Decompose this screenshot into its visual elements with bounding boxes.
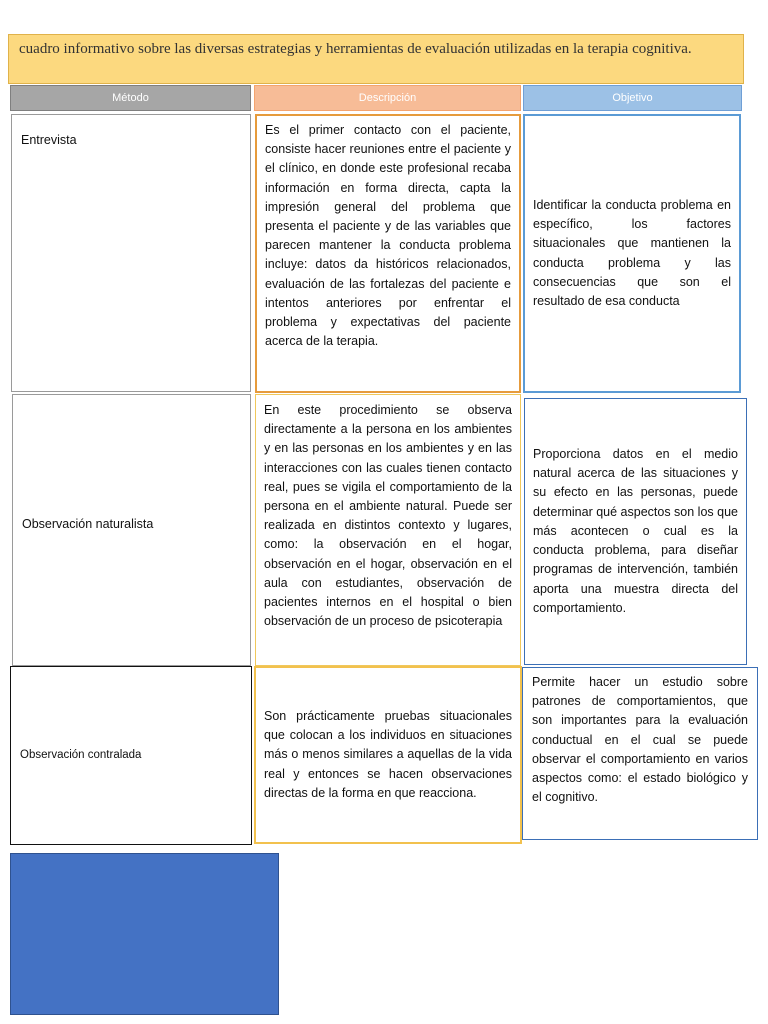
row-1-metodo-cell xyxy=(11,114,251,392)
row-2-descripcion-cell xyxy=(255,394,521,666)
document-title: cuadro informativo sobre las diversas estrategias y herramientas de evaluación utilizadas en la terapia cognitiva. xyxy=(8,34,744,84)
row-2-objetivo-cell xyxy=(524,398,747,665)
row-2-objetivo: Proporciona datos en el medio natural acerca de las situaciones y su efecto en las personas, puede determinar qué aspectos son los que más acontecen o cual es la conducta problema, para diseñar programas de intervención, también aporta una muestra directa del comportamiento. xyxy=(533,447,738,615)
row-3-descripcion: Son prácticamente pruebas situacionales que colocan a los individuos en situaciones más o menos similares a aquellas de la vida real y entonces se hacen observaciones directas de la forma en que reacciona. xyxy=(264,708,512,800)
row-3-metodo-cell xyxy=(10,666,252,845)
row-1-objetivo: Identificar la conducta problema en específico, los factores situacionales que mantienen la conducta problema y las consecuencias que son el resultado de esa conducta xyxy=(533,197,731,308)
header-descripcion: Descripción xyxy=(254,85,521,111)
header-objetivo: Objetivo xyxy=(523,85,742,111)
row-2-metodo: Observación naturalista xyxy=(22,517,154,532)
row-2-descripcion: En este procedimiento se observa directamente a la persona en los ambientes y en las personas en los ambientes y en las interacciones con las cuales tienen contacto real, pues se vigila el comportamiento de la persona en el ambiente natural. Puede ser realizada en distintos contexto y lugares, como: la observación en el hogar, observación en el hogar, observación en el aula con estudiantes, observación de pacientes internos en el hospital o bien observación de un proceso de psicoterapia xyxy=(264,403,512,629)
blue-rectangle-shape xyxy=(10,853,279,1015)
row-3-objetivo-cell xyxy=(522,667,758,840)
header-metodo: Método xyxy=(10,85,251,111)
row-1-metodo: Entrevista xyxy=(21,133,77,147)
row-3-objetivo: Permite hacer un estudio sobre patrones de comportamientos, que son importantes para la evaluación conductual en el cual se puede observar el comportamiento en varios aspectos como: el estado biológico y el cognitivo. xyxy=(532,675,748,805)
row-2-metodo-cell xyxy=(12,394,251,666)
row-3-descripcion-cell xyxy=(254,666,522,844)
row-1-descripcion: Es el primer contacto con el paciente, consiste hacer reuniones entre el paciente y el clínico, en donde este profesional recaba información en forma directa, capta la impresión general del problema que presenta el paciente y de las variables que parecen mantener la conducta problema incluye: datos da históricos relacionados, evaluación de las fortalezas del paciente e intentos anteriores por enfrentar el problema y expectativas del paciente acerca de la terapia. xyxy=(265,123,511,349)
row-1-descripcion-cell xyxy=(255,114,521,393)
row-3-metodo: Observación contralada xyxy=(20,748,142,761)
row-1-objetivo-cell xyxy=(523,114,741,393)
